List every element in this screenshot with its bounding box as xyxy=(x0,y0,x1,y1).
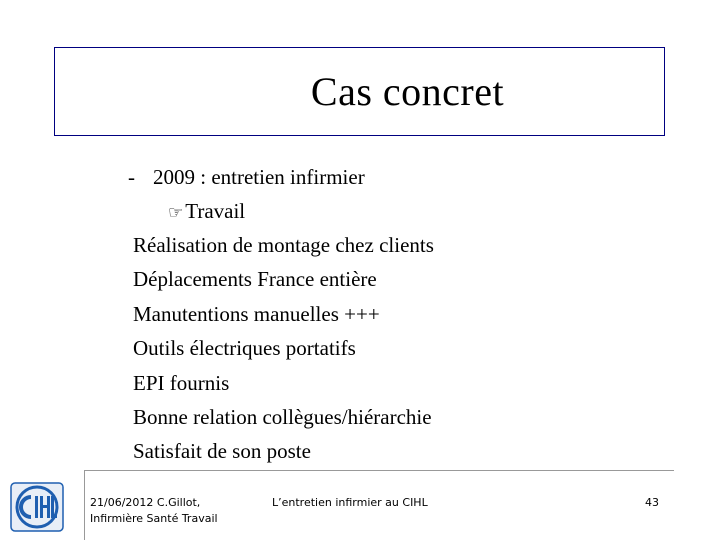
footer-role: Infirmière Santé Travail xyxy=(90,512,218,525)
sub-line-text: Travail xyxy=(185,199,246,223)
slide-title: Cas concret xyxy=(310,69,505,114)
list-item: Outils électriques portatifs xyxy=(133,336,356,361)
list-item: Manutentions manuelles +++ xyxy=(133,301,380,326)
cihl-logo xyxy=(10,482,64,532)
pointing-hand-icon: ☞ xyxy=(168,203,184,223)
footer-vertical-divider xyxy=(84,470,85,540)
sub-line xyxy=(168,194,245,230)
bullet-dash: - xyxy=(128,165,135,189)
list-item: Bonne relation collègues/hiérarchie xyxy=(133,405,432,430)
first-line: 2009 : entretien infirmier xyxy=(153,165,365,189)
list-item: EPI fournis xyxy=(133,370,230,395)
title-box xyxy=(54,47,665,136)
list-item: Réalisation de montage chez clients xyxy=(133,233,434,257)
footer-date-author: 21/06/2012 C.Gillot, xyxy=(90,496,201,509)
list-item: Satisfait de son poste xyxy=(133,439,311,464)
page-number: 43 xyxy=(645,496,659,509)
footer-center-text: L’entretien infirmier au CIHL xyxy=(272,496,428,509)
footer-divider xyxy=(84,470,674,471)
bullet-list xyxy=(133,228,434,469)
list-item: Déplacements France entière xyxy=(133,267,377,292)
